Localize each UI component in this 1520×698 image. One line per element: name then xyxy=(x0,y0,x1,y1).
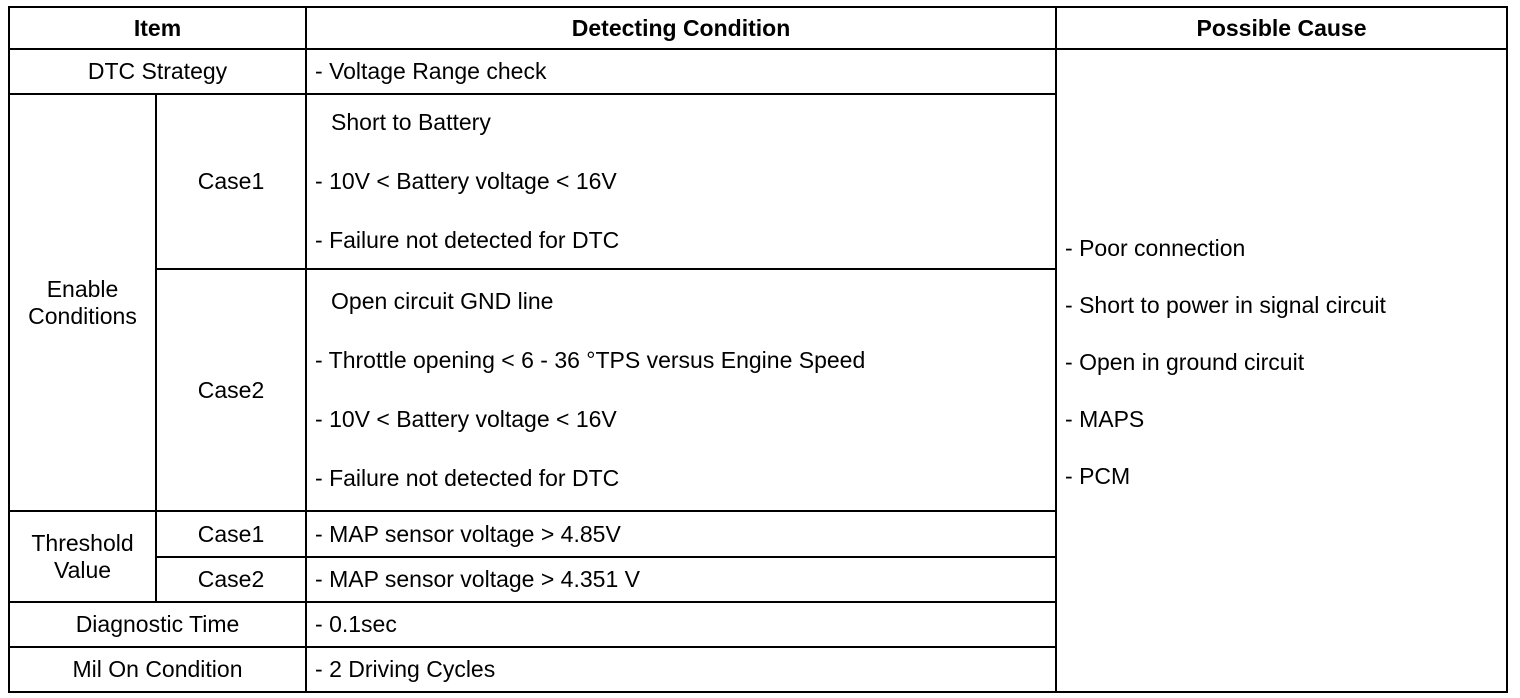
condition-line: - Failure not detected for DTC xyxy=(315,227,620,253)
enable-case1-label: Case1 xyxy=(156,94,306,269)
threshold-case2-label: Case2 xyxy=(156,557,306,602)
header-row xyxy=(9,7,1507,49)
condition-mil-on-condition: - 2 Driving Cycles xyxy=(306,647,1056,692)
condition-line: - Failure not detected for DTC xyxy=(315,465,620,491)
enable-case2-label: Case2 xyxy=(156,269,306,511)
item-diagnostic-time: Diagnostic Time xyxy=(9,602,306,647)
cause-item: - Poor connection xyxy=(1065,235,1246,261)
item-threshold-value: Threshold Value xyxy=(9,511,156,602)
condition-diagnostic-time: - 0.1sec xyxy=(306,602,1056,647)
possible-cause-list xyxy=(1065,235,1506,490)
header-possible-cause: Possible Cause xyxy=(1056,7,1507,49)
condition-dtc-strategy: - Voltage Range check xyxy=(306,49,1056,94)
cause-item: - Short to power in signal circuit xyxy=(1065,292,1386,318)
enable-case2-title: Open circuit GND line xyxy=(331,288,554,314)
header-item: Item xyxy=(9,7,306,49)
item-enable-conditions: Enable Conditions xyxy=(9,94,156,511)
threshold-case1-condition: - MAP sensor voltage > 4.85V xyxy=(306,511,1056,557)
threshold-case2-condition: - MAP sensor voltage > 4.351 V xyxy=(306,557,1056,602)
enable-case1-title: Short to Battery xyxy=(331,109,491,135)
condition-line: - 10V < Battery voltage < 16V xyxy=(315,168,617,194)
item-mil-on-condition: Mil On Condition xyxy=(9,647,306,692)
condition-line: - Throttle opening < 6 - 36 °TPS versus Engine Speed xyxy=(315,347,866,373)
condition-line: - 10V < Battery voltage < 16V xyxy=(315,406,617,432)
header-detecting-condition: Detecting Condition xyxy=(306,7,1056,49)
threshold-case1-label: Case1 xyxy=(156,511,306,557)
cause-item: - MAPS xyxy=(1065,406,1145,432)
cause-item: - Open in ground circuit xyxy=(1065,349,1305,375)
item-dtc-strategy: DTC Strategy xyxy=(9,49,306,94)
enable-case2-condition xyxy=(306,269,1056,511)
row-dtc-strategy xyxy=(9,49,1507,94)
cause-item: - PCM xyxy=(1065,463,1131,489)
dtc-spec-table xyxy=(8,6,1508,693)
enable-case1-condition xyxy=(306,94,1056,269)
possible-cause-cell xyxy=(1056,49,1507,692)
